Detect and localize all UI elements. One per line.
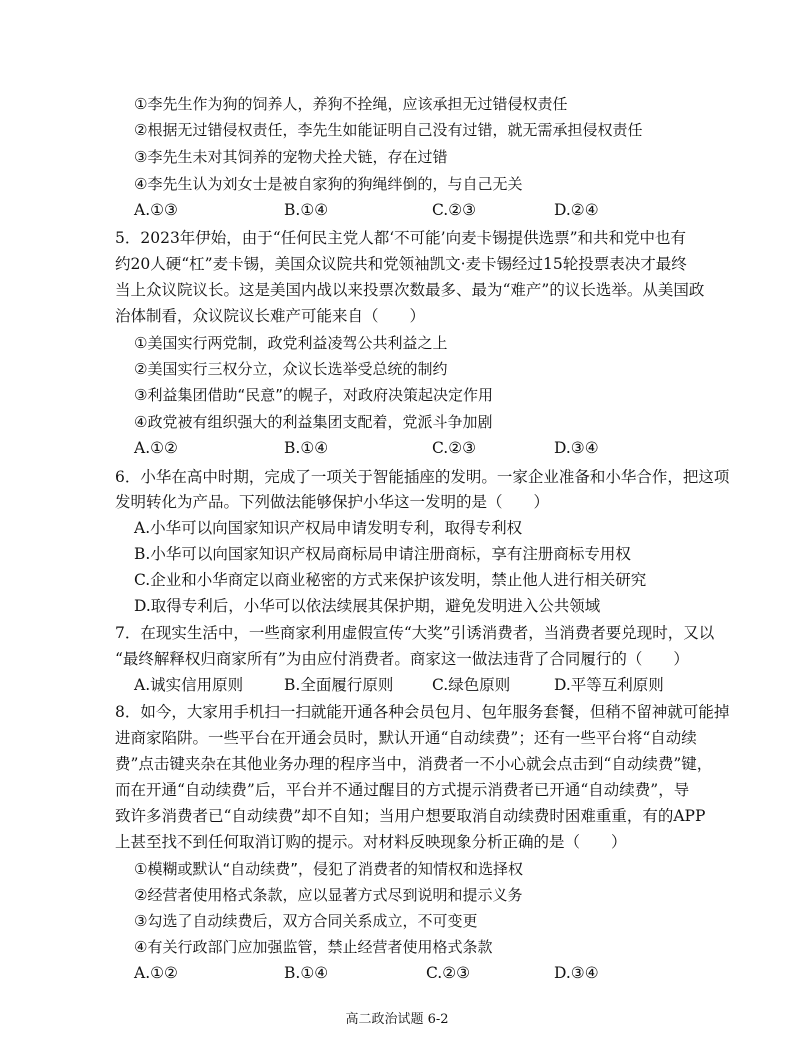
q4-statement-3: ③李先生未对其饲养的宠物犬拴犬链，存在过错 xyxy=(134,148,448,166)
q8-statement-4: ④有关行政部门应加强监管，禁止经营者使用格式条款 xyxy=(134,938,493,956)
q5-stem-line-3: 当上众议院议长。这是美国内战以来投票次数最多、最为“难产”的议长选举。从美国政 xyxy=(115,281,705,299)
q5-option-b[interactable]: B.①④ xyxy=(284,439,329,457)
q5-statement-4: ④政党被有组织强大的利益集团支配着，党派斗争加剧 xyxy=(134,413,493,431)
q4-statement-1: ①李先生作为狗的饲养人，养狗不拴绳，应该承担无过错侵权责任 xyxy=(134,95,568,113)
q4-statement-4: ④李先生认为刘女士是被自家狗的狗绳绊倒的，与自己无关 xyxy=(134,175,523,193)
q5-stem-line-1: 5．2023年伊始，由于“任何民主党人都‘不可能’向麦卡锡提供选票”和共和党中也有 xyxy=(115,229,687,247)
q5-option-d[interactable]: D.③④ xyxy=(554,439,599,457)
q7-stem-line-2: “最终解释权归商家所有”为由应付消费者。商家这一做法违背了合同履行的（ ） xyxy=(115,650,689,668)
q8-statement-2: ②经营者使用格式条款，应以显著方式尽到说明和提示义务 xyxy=(134,886,523,904)
q8-option-b[interactable]: B.①④ xyxy=(284,964,329,982)
q8-stem-line-1: 8．如今，大家用手机扫一扫就能开通各种会员包月、包年服务套餐，但稍不留神就可能掉 xyxy=(115,703,730,721)
q4-option-d[interactable]: D.②④ xyxy=(554,201,599,219)
q8-stem-line-4: 而在开通“自动续费”后，平台并不通过醒目的方式提示消费者已开通“自动续费”，导 xyxy=(115,781,690,799)
q7-option-c[interactable]: C.绿色原则 xyxy=(432,676,511,694)
q6-stem-line-1: 6．小华在高中时期，完成了一项关于智能插座的发明。一家企业准备和小华合作，把这项 xyxy=(115,468,730,486)
q6-stem-line-2: 发明转化为产品。下列做法能够保护小华这一发明的是（ ） xyxy=(115,493,550,511)
q8-option-a[interactable]: A.①② xyxy=(134,964,178,982)
q8-option-c[interactable]: C.②③ xyxy=(426,964,471,982)
q5-stem-line-4: 治体制看，众议院议长难产可能来自（ ） xyxy=(115,307,426,325)
q6-option-b[interactable]: B.小华可以向国家知识产权局商标局申请注册商标，享有注册商标专用权 xyxy=(134,545,631,563)
q5-option-a[interactable]: A.①② xyxy=(134,439,178,457)
q6-option-c[interactable]: C.企业和小华商定以商业秘密的方式来保护该发明，禁止他人进行相关研究 xyxy=(134,571,647,589)
q8-stem-line-5: 致许多消费者已“自动续费”却不自知；当用户想要取消自动续费时困难重重，有的APP xyxy=(115,807,706,825)
q8-stem-line-3: 费”点击键夹杂在其他业务办理的程序当中，消费者一不小心就会点击到“自动续费”键， xyxy=(115,755,713,773)
page-footer: 高二政治试题 6-2 xyxy=(345,1012,449,1027)
q8-stem-line-2: 进商家陷阱。一些平台在开通会员时，默认开通“自动续费”；还有一些平台将“自动续 xyxy=(115,729,697,747)
q5-statement-2: ②美国实行三权分立，众议长选举受总统的制约 xyxy=(134,360,448,378)
q5-option-c[interactable]: C.②③ xyxy=(432,439,477,457)
q8-statement-3: ③勾选了自动续费后，双方合同关系成立，不可变更 xyxy=(134,912,478,930)
q4-option-a[interactable]: A.①③ xyxy=(134,201,178,219)
q7-stem-line-1: 7．在现实生活中，一些商家利用虚假宣传“大奖”引诱消费者，当消费者要兑现时，又以 xyxy=(115,624,715,642)
q4-option-c[interactable]: C.②③ xyxy=(432,201,477,219)
q5-statement-3: ③利益集团借助“民意”的幌子，对政府决策起决定作用 xyxy=(134,386,493,404)
q4-option-b[interactable]: B.①④ xyxy=(284,201,329,219)
q6-option-d[interactable]: D.取得专利后，小华可以依法续展其保护期，避免发明进入公共领域 xyxy=(134,597,601,615)
q8-stem-line-6: 上甚至找不到任何取消订购的提示。对材料反映现象分析正确的是（ ） xyxy=(115,833,627,851)
q7-option-b[interactable]: B.全面履行原则 xyxy=(284,676,394,694)
q4-statement-2: ②根据无过错侵权责任，李先生如能证明自己没有过错，就无需承担侵权责任 xyxy=(134,121,643,139)
q5-statement-1: ①美国实行两党制，政党利益凌驾公共利益之上 xyxy=(134,334,448,352)
q8-statement-1: ①模糊或默认“自动续费”，侵犯了消费者的知情权和选择权 xyxy=(134,860,523,878)
q7-option-d[interactable]: D.平等互利原则 xyxy=(554,676,664,694)
q5-stem-line-2: 约20人硬“杠”麦卡锡，美国众议院共和党领袖凯文·麦卡锡经过15轮投票表决才最终 xyxy=(115,255,687,273)
q7-option-a[interactable]: A.诚实信用原则 xyxy=(134,676,244,694)
q6-option-a[interactable]: A.小华可以向国家知识产权局申请发明专利，取得专利权 xyxy=(134,519,523,537)
q8-option-d[interactable]: D.③④ xyxy=(554,964,599,982)
